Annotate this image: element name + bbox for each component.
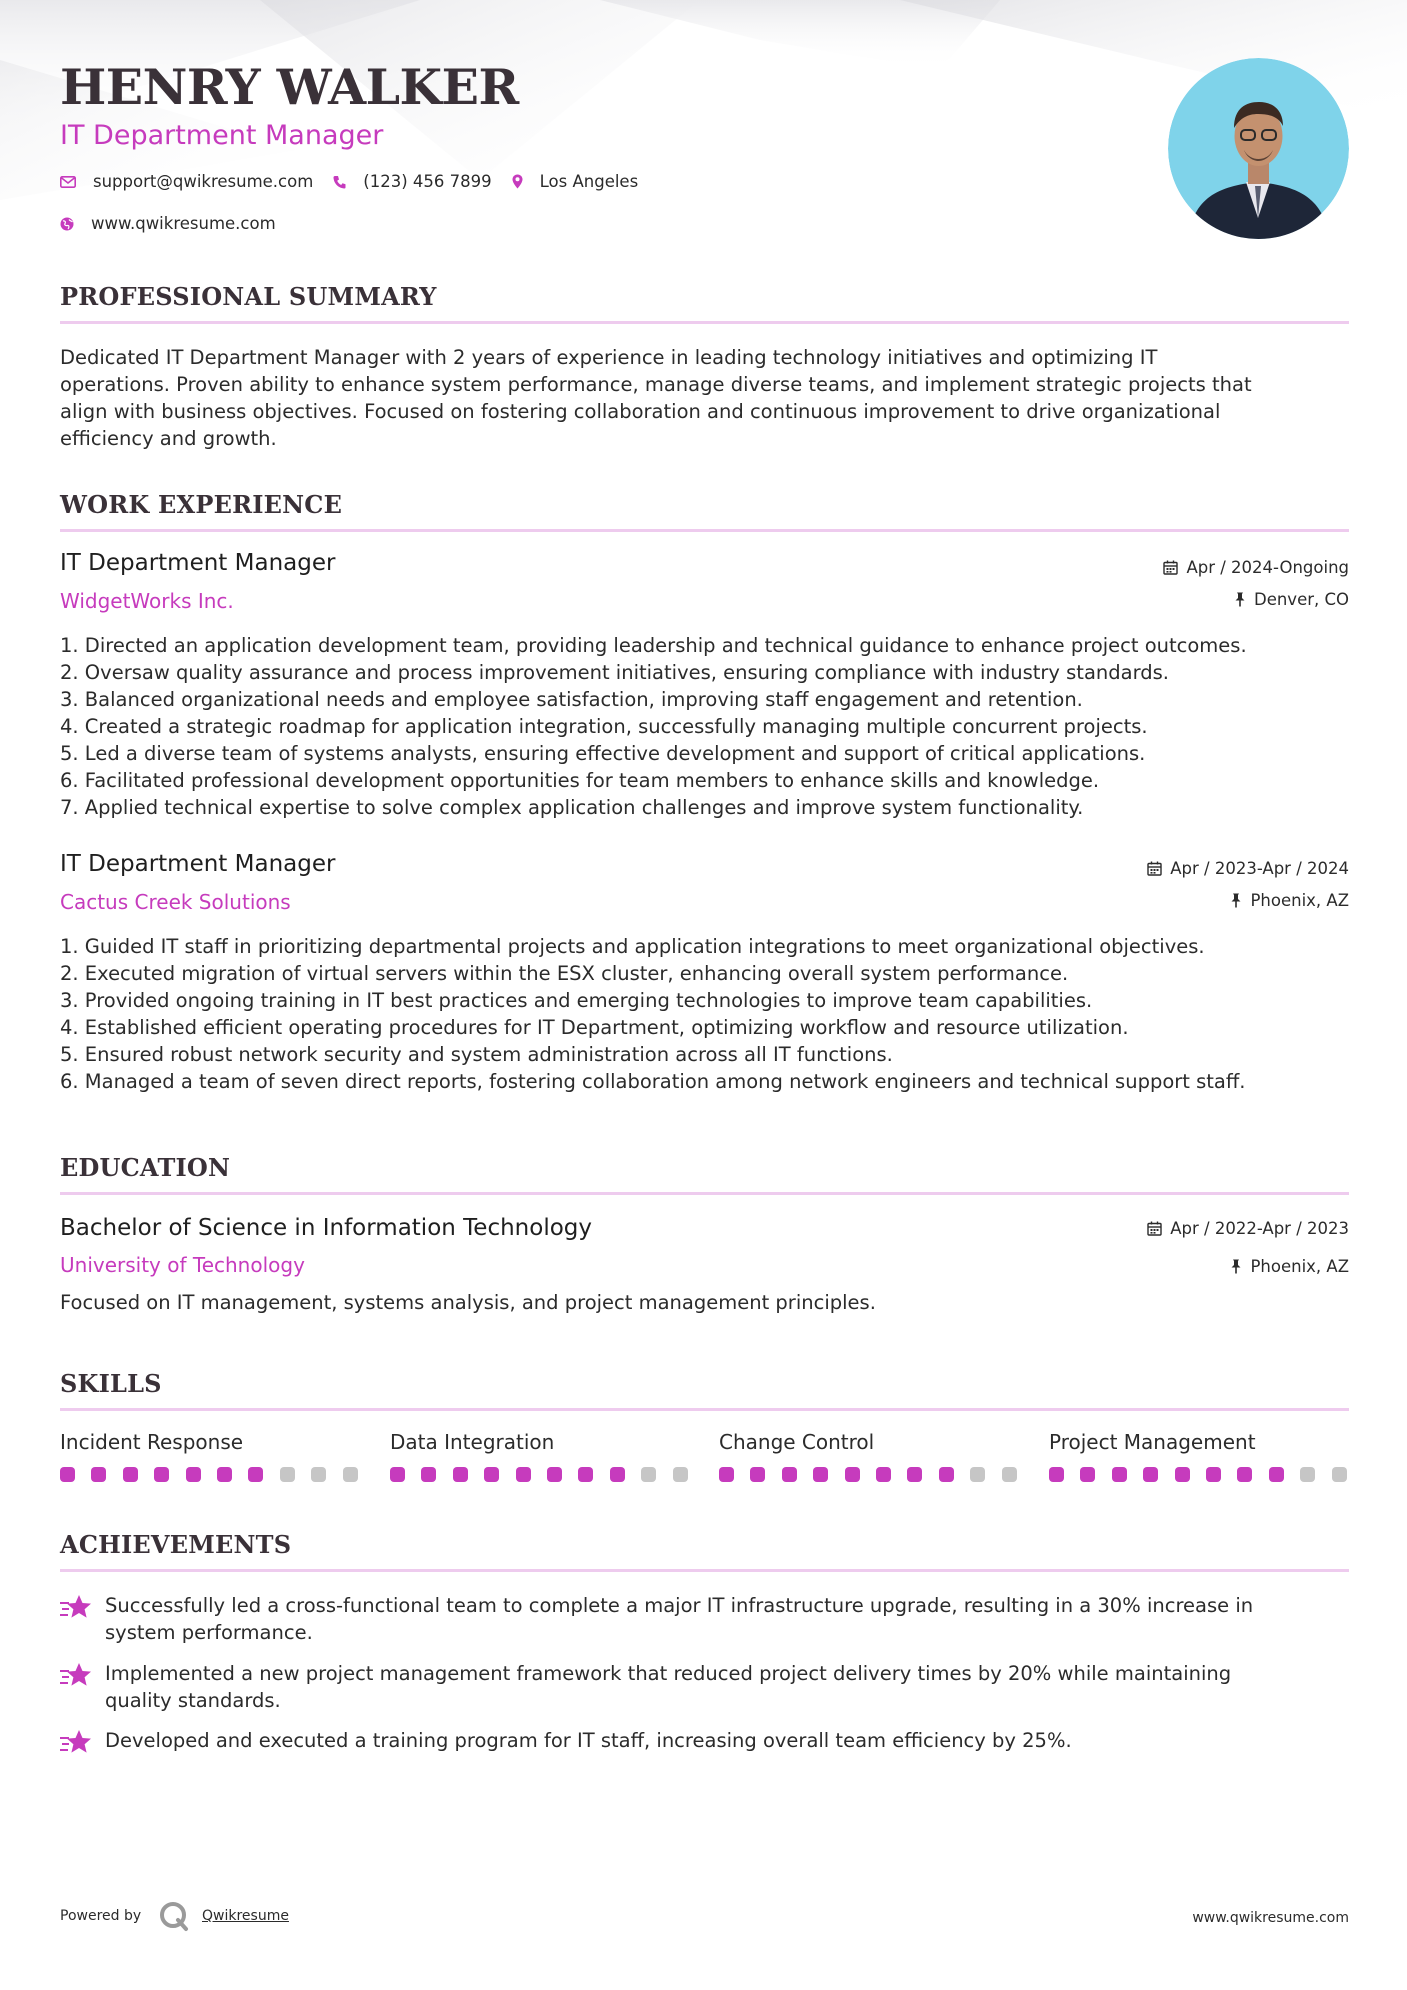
skill-dot-filled (516, 1467, 531, 1482)
degree-title: Bachelor of Science in Information Technology (60, 1215, 592, 1241)
list-item: 1. Directed an application development team, providing leadership and technical guidance to enhance project outcomes. (60, 634, 1247, 657)
skill-dot-filled (719, 1467, 734, 1482)
job-bullets (60, 632, 1247, 821)
pushpin-icon (1230, 1259, 1242, 1274)
skill-dot-filled (782, 1467, 797, 1482)
experience-heading: WORK EXPERIENCE (60, 490, 343, 519)
skill-item (719, 1430, 1019, 1454)
education-section (60, 1153, 1349, 1314)
pushpin-icon (1234, 592, 1246, 607)
skill-rating (1049, 1467, 1363, 1482)
skill-dot-filled (1206, 1467, 1221, 1482)
section-divider (60, 1408, 1349, 1411)
email-text: support@qwikresume.com (93, 172, 314, 191)
star-icon (60, 1662, 93, 1690)
candidate-name: HENRY WALKER (60, 58, 519, 116)
skill-rating (719, 1467, 1033, 1482)
achievements-heading: ACHIEVEMENTS (60, 1530, 292, 1559)
list-item: 3. Balanced organizational needs and employee satisfaction, improving staff engagement and retention. (60, 688, 1083, 711)
skill-dot-filled (217, 1467, 232, 1482)
job-dates (1147, 859, 1349, 878)
summary-heading: PROFESSIONAL SUMMARY (60, 282, 437, 311)
skill-dot-empty (1300, 1467, 1315, 1482)
achievement-text (105, 1660, 1349, 1714)
job-entry (60, 550, 1349, 819)
skill-dot-filled (421, 1467, 436, 1482)
skill-dot-filled (547, 1467, 562, 1482)
skills-heading: SKILLS (60, 1369, 162, 1398)
skill-dot-empty (641, 1467, 656, 1482)
education-dates (1147, 1219, 1349, 1238)
skill-item (1049, 1430, 1349, 1454)
powered-by-label: Powered by (60, 1908, 142, 1924)
calendar-icon (1163, 560, 1178, 575)
list-item: 3. Provided ongoing training in IT best practices and emerging technologies to improve team capabilities. (60, 989, 1093, 1012)
summary-line: efficiency and growth. (60, 427, 277, 450)
skills-list (60, 1430, 1349, 1490)
skill-dot-filled (845, 1467, 860, 1482)
list-item: 6. Managed a team of seven direct reports, fostering collaboration among network engineers and technical support staff. (60, 1070, 1246, 1093)
experience-section (60, 490, 1349, 1093)
skills-section (60, 1369, 1349, 1454)
list-item: 1. Guided IT staff in prioritizing departmental projects and application integrations to meet organizational objectives. (60, 935, 1205, 958)
profile-photo (1168, 58, 1349, 239)
skill-dot-empty (1332, 1467, 1347, 1482)
section-divider (60, 1569, 1349, 1572)
footer-website[interactable]: www.qwikresume.com (1192, 1910, 1349, 1926)
summary-section (60, 282, 1349, 450)
skill-dot-filled (813, 1467, 828, 1482)
education-location-text: Phoenix, AZ (1250, 1257, 1349, 1276)
skill-dot-filled (876, 1467, 891, 1482)
list-item: 5. Ensured robust network security and system administration across all IT functions. (60, 1043, 893, 1066)
skill-dot-filled (907, 1467, 922, 1482)
list-item: 2. Oversaw quality assurance and process improvement initiatives, ensuring compliance with industry standards. (60, 661, 1169, 684)
education-entry (60, 1215, 1349, 1314)
skill-dot-filled (60, 1467, 75, 1482)
map-pin-icon (512, 174, 523, 189)
list-item: 4. Created a strategic roadmap for application integration, successfully managing multiple concurrent projects. (60, 715, 1148, 738)
section-divider (60, 321, 1349, 324)
skill-dot-filled (390, 1467, 405, 1482)
website-text: www.qwikresume.com (91, 214, 276, 233)
job-dates-text: Apr / 2023-Apr / 2024 (1170, 859, 1349, 878)
achievement-line: Developed and executed a training program for IT staff, increasing overall team efficiency by 25%. (105, 1729, 1072, 1752)
skill-dot-filled (750, 1467, 765, 1482)
summary-line: operations. Proven ability to enhance system performance, manage diverse teams, and implement strategic projects that (60, 373, 1252, 396)
skill-dot-filled (1080, 1467, 1095, 1482)
skill-name: Change Control (719, 1430, 875, 1454)
location-text: Los Angeles (539, 172, 639, 191)
education-description: Focused on IT management, systems analysis, and project management principles. (60, 1291, 876, 1314)
phone-text: (123) 456 7899 (363, 172, 492, 191)
skill-dot-empty (673, 1467, 688, 1482)
envelope-icon (60, 176, 76, 188)
star-icon (60, 1729, 93, 1757)
list-item: 6. Facilitated professional development opportunities for team members to enhance skills and knowledge. (60, 769, 1100, 792)
achievement-line: quality standards. (105, 1689, 281, 1712)
calendar-icon (1147, 861, 1162, 876)
list-item: 4. Established efficient operating procedures for IT Department, optimizing workflow and resource utilization. (60, 1016, 1129, 1039)
summary-line: Dedicated IT Department Manager with 2 years of experience in leading technology initiatives and optimizing IT (60, 346, 1158, 369)
skill-dot-empty (343, 1467, 358, 1482)
education-location (1230, 1257, 1349, 1276)
skill-dot-filled (939, 1467, 954, 1482)
achievement-text (105, 1592, 1349, 1646)
skill-dot-filled (91, 1467, 106, 1482)
skill-dot-filled (1049, 1467, 1064, 1482)
skill-dot-empty (1002, 1467, 1017, 1482)
achievement-line: Successfully led a cross-functional team to complete a major IT infrastructure upgrade, resulting in a 30% increase in (105, 1594, 1254, 1617)
education-heading: EDUCATION (60, 1153, 231, 1182)
skill-dot-filled (1175, 1467, 1190, 1482)
section-divider (60, 529, 1349, 532)
list-item: 5. Led a diverse team of systems analysts, ensuring effective development and support of critical applications. (60, 742, 1146, 765)
skill-name: Data Integration (390, 1430, 555, 1454)
contact-row-2 (60, 214, 296, 233)
qwikresume-logo-icon (158, 1900, 190, 1932)
skill-rating (60, 1467, 374, 1482)
job-bullets (60, 933, 1246, 1095)
achievement-text (105, 1727, 1349, 1754)
qwikresume-link[interactable]: Qwikresume (202, 1908, 289, 1924)
achievement-line: system performance. (105, 1621, 313, 1644)
skill-dot-filled (1237, 1467, 1252, 1482)
job-location (1234, 590, 1349, 609)
summary-text (60, 344, 1252, 452)
calendar-icon (1147, 1221, 1162, 1236)
contact-website[interactable] (60, 214, 276, 233)
contact-email[interactable] (60, 172, 313, 191)
skill-item (60, 1430, 360, 1454)
job-dates-text: Apr / 2024-Ongoing (1186, 558, 1349, 577)
skill-name: Project Management (1049, 1430, 1256, 1454)
skill-dot-empty (970, 1467, 985, 1482)
job-location-text: Denver, CO (1253, 590, 1349, 609)
list-item: 2. Executed migration of virtual servers within the ESX cluster, enhancing overall system performance. (60, 962, 1069, 985)
skill-dot-filled (484, 1467, 499, 1482)
phone-icon (333, 175, 346, 189)
job-dates (1163, 558, 1349, 577)
section-divider (60, 1192, 1349, 1195)
job-location-text: Phoenix, AZ (1250, 891, 1349, 910)
skill-dot-filled (1112, 1467, 1127, 1482)
skill-dot-filled (186, 1467, 201, 1482)
job-title: IT Department Manager (60, 550, 336, 576)
skill-name: Incident Response (60, 1430, 244, 1454)
contact-phone[interactable] (333, 172, 491, 191)
skill-dot-filled (123, 1467, 138, 1482)
job-location (1230, 891, 1349, 910)
skill-dot-filled (248, 1467, 263, 1482)
skill-dot-empty (311, 1467, 326, 1482)
skill-dot-empty (280, 1467, 295, 1482)
skill-dot-filled (1269, 1467, 1284, 1482)
education-dates-text: Apr / 2022-Apr / 2023 (1170, 1219, 1349, 1238)
globe-icon (60, 217, 74, 231)
skill-dot-filled (610, 1467, 625, 1482)
skill-dot-filled (1143, 1467, 1158, 1482)
skill-dot-filled (154, 1467, 169, 1482)
skill-rating (390, 1467, 704, 1482)
achievements-section (60, 1530, 1349, 1752)
skill-item (390, 1430, 690, 1454)
list-item: 7. Applied technical expertise to solve complex application challenges and improve system functionality. (60, 796, 1084, 819)
summary-line: align with business objectives. Focused on fostering collaboration and continuous improvement to drive organizational (60, 400, 1221, 423)
skill-dot-filled (578, 1467, 593, 1482)
skill-dot-filled (453, 1467, 468, 1482)
contact-location (512, 172, 639, 191)
job-entry (60, 851, 1349, 1093)
job-company: WidgetWorks Inc. (60, 589, 234, 613)
school-name: University of Technology (60, 1253, 305, 1277)
job-company: Cactus Creek Solutions (60, 890, 291, 914)
star-icon (60, 1594, 93, 1622)
achievement-line: Implemented a new project management framework that reduced project delivery times by 20% while maintaining (105, 1662, 1232, 1685)
pushpin-icon (1230, 893, 1242, 908)
contact-row (60, 172, 658, 191)
page-footer (60, 1900, 1349, 1936)
job-title: IT Department Manager (60, 851, 336, 877)
candidate-title: IT Department Manager (60, 120, 384, 151)
